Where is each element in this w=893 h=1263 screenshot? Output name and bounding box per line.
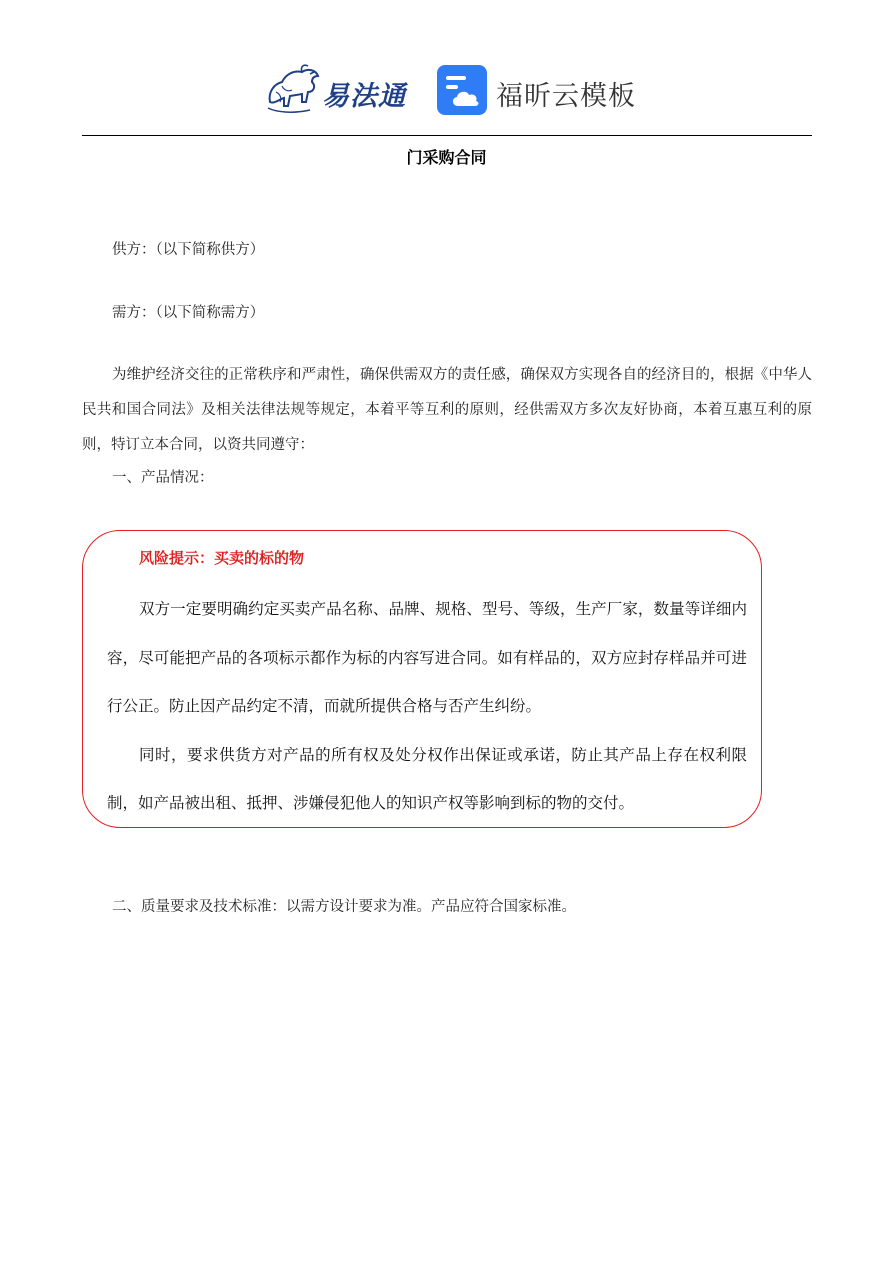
horse-mascot-icon — [262, 62, 324, 118]
header-divider — [82, 135, 812, 136]
intro-paragraph: 为维护经济交往的正常秩序和严肃性，确保供需双方的责任感，确保双方实现各自的经济目的，根据《中华人民共和国合同法》及相关法律法规等规定，本着平等互利的原则，经供需双方多次友好协商，本着互惠互利的原则，特订立本合同，以资共同遵守： — [82, 367, 812, 453]
document-title: 门采购合同 — [406, 148, 487, 167]
risk-notice-box — [82, 530, 762, 828]
yifatong-logo — [262, 62, 412, 118]
header-logos — [0, 60, 893, 124]
risk-notice-paragraph-2: 同时，要求供货方对产品的所有权及处分权作出保证或承诺，防止其产品上存在权利限制，如产品被出租、抵押、涉嫌侵犯他人的知识产权等影响到标的物的交付。 — [107, 745, 747, 812]
fuxin-logo-text: 福昕云模板 — [496, 81, 636, 112]
section-2-paragraph: 二、质量要求及技术标准：以需方设计要求为准。产品应符合国家标准。 — [112, 899, 576, 915]
supplier-line: 供方：（以下简称供方） — [112, 242, 265, 258]
risk-notice-body — [107, 585, 747, 828]
fuxin-logo — [436, 64, 636, 116]
section-1-heading: 一、产品情况： — [112, 470, 214, 486]
risk-notice-title: 风险提示：买卖的标的物 — [139, 549, 305, 567]
cloud-document-icon — [436, 64, 488, 116]
risk-notice-paragraph-1: 双方一定要明确约定买卖产品名称、品牌、规格、型号、等级，生产厂家，数量等详细内容，尽可能把产品的各项标示都作为标的内容写进合同。如有样品的，双方应封存样品并可进行公正。防止因产品约定不清，而就所提供合格与否产生纠纷。 — [107, 600, 747, 715]
buyer-line: 需方：（以下简称需方） — [112, 305, 265, 321]
yifatong-logo-text: 易法通 — [322, 81, 406, 112]
